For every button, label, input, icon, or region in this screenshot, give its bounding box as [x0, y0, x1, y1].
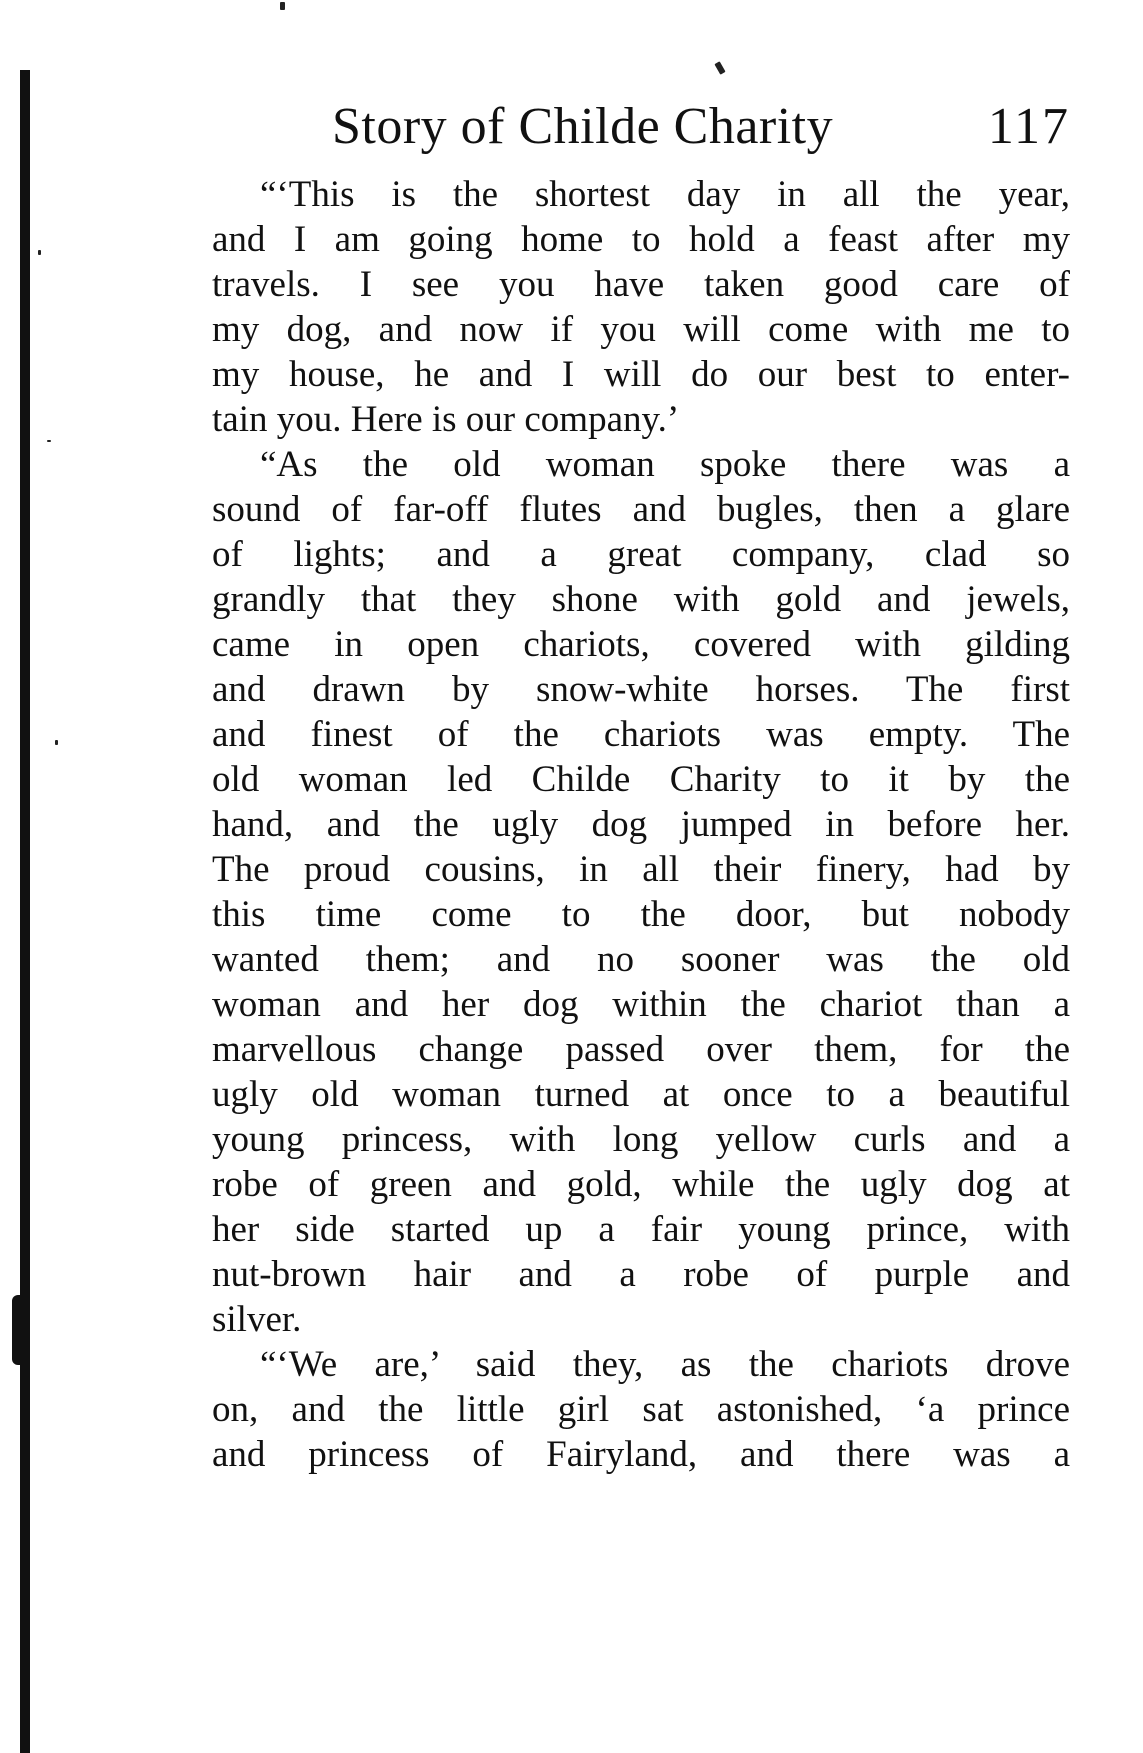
text-line: woman and her dog within the chariot than a — [212, 984, 1070, 1025]
text-line: of lights; and a great company, clad so — [212, 534, 1070, 575]
text-line: and princess of Fairyland, and there was a — [212, 1434, 1070, 1475]
book-page — [212, 92, 1070, 1477]
text-line: The proud cousins, in all their finery, had by — [212, 849, 1070, 890]
text-line: on, and the little girl sat astonished, ‘a prince — [212, 1389, 1070, 1430]
text-line: and finest of the chariots was empty. The — [212, 714, 1070, 755]
text-line: wanted them; and no sooner was the old — [212, 939, 1070, 980]
text-line: “As the old woman spoke there was a — [260, 444, 1070, 485]
text-line: and I am going home to hold a feast after my — [212, 219, 1070, 260]
text-line: travels. I see you have taken good care of — [212, 264, 1070, 305]
text-line: robe of green and gold, while the ugly dog at — [212, 1164, 1070, 1205]
running-title: Story of Childe Charity — [332, 98, 834, 155]
print-speck — [47, 440, 51, 442]
text-line: young princess, with long yellow curls and a — [212, 1119, 1070, 1160]
page-binding-edge — [20, 70, 30, 1753]
text-line: my house, he and I will do our best to enter- — [212, 354, 1070, 395]
page-binding-bump — [12, 1295, 24, 1365]
text-line: nut-brown hair and a robe of purple and — [212, 1254, 1070, 1295]
print-speck — [38, 250, 41, 255]
text-line: her side started up a fair young prince, with — [212, 1209, 1070, 1250]
print-speck — [714, 61, 725, 74]
text-line: marvellous change passed over them, for the — [212, 1029, 1070, 1070]
page-body-text — [212, 172, 1070, 1477]
text-line: ugly old woman turned at once to a beautiful — [212, 1074, 1070, 1115]
print-speck — [280, 2, 285, 10]
text-line: silver. — [212, 1299, 302, 1340]
text-line: came in open chariots, covered with gilding — [212, 624, 1070, 665]
text-line: grandly that they shone with gold and jewels, — [212, 579, 1070, 620]
page-number: 117 — [987, 98, 1070, 155]
text-line: tain you. Here is our company.’ — [212, 399, 680, 440]
text-line: “‘This is the shortest day in all the year, — [260, 174, 1070, 215]
text-line: and drawn by snow-white horses. The first — [212, 669, 1070, 710]
text-line: this time come to the door, but nobody — [212, 894, 1070, 935]
text-line: “‘We are,’ said they, as the chariots drove — [260, 1344, 1070, 1385]
text-line: hand, and the ugly dog jumped in before her. — [212, 804, 1070, 845]
text-line: sound of far-off flutes and bugles, then a glare — [212, 489, 1070, 530]
running-head — [212, 92, 1070, 162]
text-line: old woman led Childe Charity to it by the — [212, 759, 1070, 800]
print-speck — [55, 740, 58, 745]
text-line: my dog, and now if you will come with me to — [212, 309, 1070, 350]
